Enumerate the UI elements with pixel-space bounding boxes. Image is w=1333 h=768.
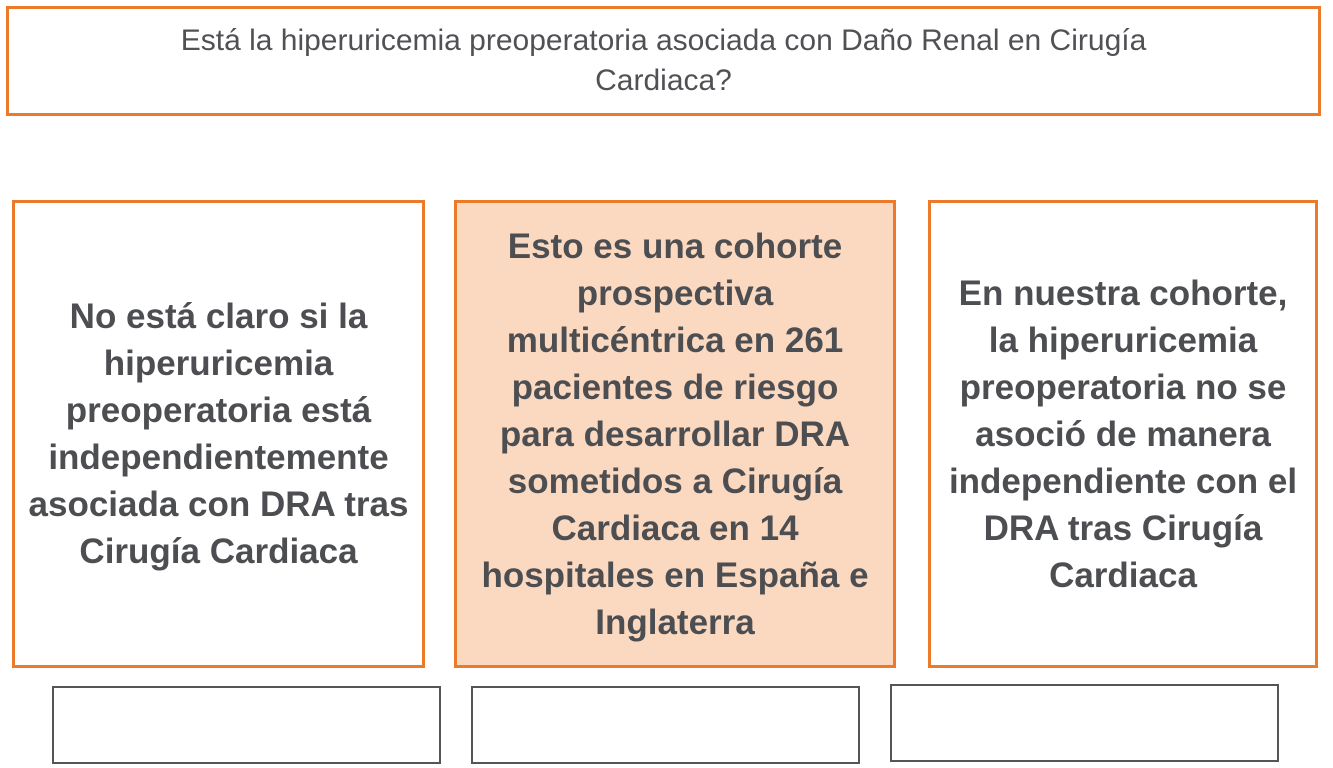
empty-box-left xyxy=(52,686,441,764)
conclusion-card-text: En nuestra cohorte, la hiperuricemia preoperatoria no se asoció de manera independiente con el DRA tras Cirugía Cardiaca xyxy=(948,273,1298,595)
conclusion-card xyxy=(928,200,1318,668)
question-title-box xyxy=(6,6,1321,116)
background-card xyxy=(12,200,425,668)
methods-card-text: Esto es una cohorte prospectiva multicéntrica en 261 pacientes de riesgo para desarrollar DRA sometidos a Cirugía Cardiaca en 14 hospitales en España e Inglaterra xyxy=(481,226,869,642)
background-card-text: No está claro si la hiperuricemia preoperatoria está independientemente asociada con DRA tras Cirugía Cardiaca xyxy=(28,297,409,571)
empty-box-middle xyxy=(471,686,860,764)
empty-box-right xyxy=(890,684,1279,762)
methods-card xyxy=(454,200,896,668)
question-title: Está la hiperuricemia preoperatoria asociada con Daño Renal en Cirugía Cardiaca? xyxy=(180,24,1147,97)
